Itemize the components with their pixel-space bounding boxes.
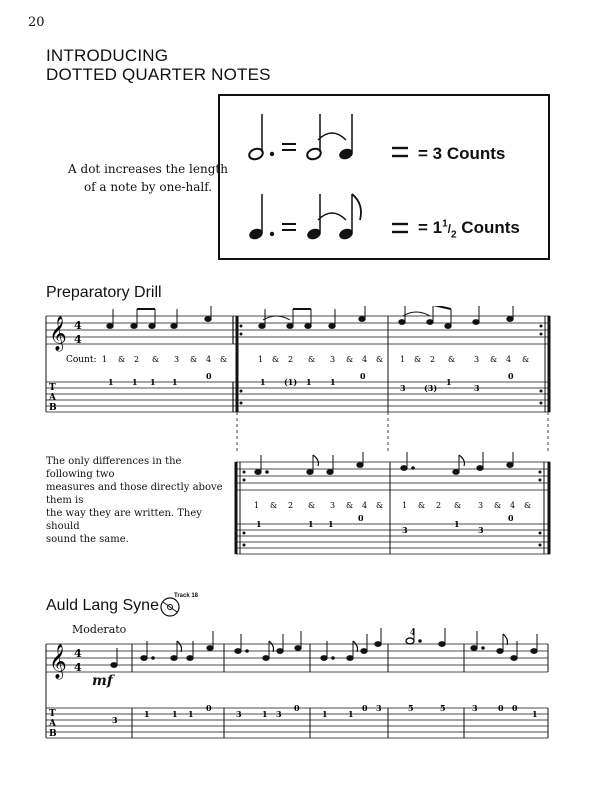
count-m1-1: & [118, 355, 126, 364]
count-m2-2: 2 [288, 355, 294, 364]
count-m3-1: & [414, 355, 422, 364]
measure-2-notes [259, 306, 365, 328]
song-tab-m2-3: 0 [294, 703, 300, 713]
count-m1-5: & [190, 355, 198, 364]
treble-clef-icon-3: 𝄞 [49, 644, 67, 679]
count-m1-4: 3 [174, 355, 180, 364]
equals-sign-3 [282, 224, 296, 230]
count2-m2-0: 1 [402, 501, 408, 510]
tab-m1-4: 0 [206, 371, 212, 381]
count-m3-5: & [490, 355, 498, 364]
tab-clef-t-3: T [49, 709, 56, 719]
count-m3-3: & [448, 355, 456, 364]
count2-m2-7: & [524, 501, 532, 510]
time-sig-top: 4 [74, 319, 82, 332]
preparatory-drill-heading: Preparatory Drill [46, 284, 162, 301]
tab2-m2-1: 1 [454, 519, 460, 529]
dotted-note-equation-box [218, 94, 550, 260]
dot-rule-line-1: A dot increases the length [68, 162, 228, 176]
count2-m1-2: 2 [288, 501, 294, 510]
count-m2-4: 3 [330, 355, 336, 364]
page-title [46, 46, 271, 84]
count-m3-6: 4 [506, 355, 512, 364]
rewritten-count-row-1 [254, 501, 383, 510]
rewritten-tab-measure-1 [256, 513, 364, 529]
tab-measure-2 [260, 371, 366, 387]
song-tab-m1-1: 1 [172, 709, 178, 719]
track-label: Track 18 [174, 593, 199, 599]
fraction-numerator: 1 [442, 218, 448, 230]
count-m1-6: 4 [206, 355, 212, 364]
tab-m3-4: 0 [508, 371, 514, 381]
count2-m2-5: & [494, 501, 502, 510]
tab2-m1-0: 1 [256, 519, 262, 529]
rewritten-measure-1-notes [255, 452, 363, 474]
song-tab-m5-3: 1 [532, 709, 538, 719]
count2-m1-0: 1 [254, 501, 260, 510]
tempo-marking: Moderato [72, 623, 127, 636]
staff-lines-2 [236, 462, 550, 490]
count2-m1-5: & [346, 501, 354, 510]
count2-m1-1: & [270, 501, 278, 510]
tab-m2-4: 0 [360, 371, 366, 381]
count-m2-1: & [272, 355, 280, 364]
song-tab-m1-3: 0 [206, 703, 212, 713]
tab2-m1-1: 1 [308, 519, 314, 529]
tab-clef-a: A [49, 393, 56, 403]
count-m2-5: & [346, 355, 354, 364]
tab-lines-2 [236, 524, 550, 554]
rewritten-measure-2-notes [401, 452, 513, 474]
measure-3-notes [399, 306, 513, 328]
dotted-half-note-symbol [248, 114, 274, 161]
tab-m3-2: 1 [446, 377, 452, 387]
count-m2-7: & [376, 355, 384, 364]
fraction-denominator: 2 [451, 229, 457, 241]
tab-m2-2: 1 [306, 377, 312, 387]
song-tab-m5-2: 0 [512, 703, 518, 713]
song-tab-m1-0: 1 [144, 709, 150, 719]
difference-note-line-1: The only differences in the following two [46, 456, 182, 480]
song-tab-m5-1: 0 [498, 703, 504, 713]
count2-m2-3: & [454, 501, 462, 510]
tab2-m2-2: 3 [478, 525, 484, 535]
treble-clef-icon: 𝄞 [49, 316, 67, 351]
tab-m3-0: 3 [400, 383, 406, 393]
tab2-m1-2: 1 [328, 519, 334, 529]
count2-m2-4: 3 [478, 501, 484, 510]
song-tab-m2-0: 3 [236, 709, 242, 719]
count-row-measure-3 [400, 355, 529, 364]
three-counts-label [418, 144, 505, 164]
dynamic-marking: mf [92, 673, 113, 689]
tab-clef-b: B [49, 403, 57, 413]
count-m2-6: 4 [362, 355, 368, 364]
count2-m1-4: 3 [330, 501, 336, 510]
tab-measure-1 [108, 371, 212, 387]
count-row-measure-1 [102, 355, 227, 364]
count-m2-0: 1 [258, 355, 264, 364]
count-row-measure-2 [258, 355, 383, 364]
time-sig-bottom-3: 4 [74, 661, 82, 674]
count-m2-3: & [308, 355, 316, 364]
count-m1-2: 2 [134, 355, 140, 364]
measure-1-notes [107, 306, 211, 328]
tab-m1-0: 1 [108, 377, 114, 387]
song-tab-m5-0: 3 [472, 703, 478, 713]
count2-m2-6: 4 [510, 501, 516, 510]
tab2-m2-3: 0 [508, 513, 514, 523]
time-sig-bottom: 4 [74, 333, 82, 346]
count2-m1-7: & [376, 501, 384, 510]
page-number: 20 [28, 15, 45, 30]
song-tab-m3-2: 0 [362, 703, 368, 713]
count2-m1-6: 4 [362, 501, 368, 510]
difference-note-line-2: measures and those directly above them is [46, 482, 223, 506]
tab-clef-t: T [49, 383, 56, 393]
count-m1-3: & [152, 355, 160, 364]
count-m3-0: 1 [400, 355, 406, 364]
count-m1-0: 1 [102, 355, 108, 364]
tab-m1-1: 1 [132, 377, 138, 387]
song-tab-m2-2: 3 [276, 709, 282, 719]
dot-rule-line-2: of a note by one-half. [83, 180, 213, 194]
page-title-line-1: INTRODUCING [46, 46, 169, 65]
difference-note-line-3: the way they are written. They should [46, 508, 202, 532]
tab2-m1-3: 0 [358, 513, 364, 523]
count2-m1-3: & [308, 501, 316, 510]
equals-sign-4 [392, 224, 408, 232]
one-half-prefix: = 1 [418, 218, 443, 237]
half-tied-quarter-symbol [306, 114, 355, 161]
count-m3-4: 3 [474, 355, 480, 364]
preparatory-drill-system [40, 306, 560, 416]
tab-m2-3: 1 [330, 377, 336, 387]
page-title-line-2: DOTTED QUARTER NOTES [46, 65, 271, 84]
count2-m2-2: 2 [436, 501, 442, 510]
time-sig-top-3: 4 [74, 647, 82, 660]
song-tab-m3-3: 3 [376, 703, 382, 713]
dotted-quarter-note-symbol [248, 194, 274, 241]
count2-m2-1: & [418, 501, 426, 510]
counts-suffix: Counts [456, 218, 520, 237]
equals-sign-1 [282, 144, 296, 150]
tab-clef-a-3: A [49, 719, 56, 729]
tab-m3-1: (3) [424, 383, 438, 393]
difference-note [46, 455, 231, 546]
fingering-number: 4 [410, 628, 416, 637]
quarter-tied-eighth-symbol [306, 194, 361, 241]
rewritten-drill-system [232, 452, 554, 562]
tab-m1-3: 1 [172, 377, 178, 387]
song-tab-m4-0: 5 [408, 703, 414, 713]
one-and-half-counts-label: = $1^1/_2$ Counts [418, 218, 520, 241]
auld-lang-syne-heading: Auld Lang Syne [46, 597, 159, 614]
count-label: Count: [66, 355, 97, 365]
rewritten-count-row-2 [402, 501, 531, 510]
three-counts-text: = 3 Counts [418, 144, 506, 163]
equals-sign-2 [392, 148, 408, 156]
song-tab-m3-1: 1 [348, 709, 354, 719]
tab-m2-0: 1 [260, 377, 266, 387]
count-m1-7: & [220, 355, 228, 364]
melody-notes [111, 628, 537, 667]
difference-note-line-4: sound the same. [46, 534, 129, 545]
tab-m3-3: 3 [474, 383, 480, 393]
tab-clef-b-3: B [49, 729, 57, 739]
alignment-guides [232, 412, 552, 452]
count-m3-2: 2 [430, 355, 436, 364]
repeat-dots [240, 325, 543, 405]
song-tab-m4-1: 5 [440, 703, 446, 713]
song-tab-m2-1: 1 [262, 709, 268, 719]
tab-m2-1: (1) [284, 377, 298, 387]
auld-lang-syne-system [40, 628, 552, 748]
tab-m1-2: 1 [150, 377, 156, 387]
count-m3-7: & [522, 355, 530, 364]
tab2-m2-0: 3 [402, 525, 408, 535]
song-tab-pickup-0: 3 [112, 715, 118, 725]
song-tab-m3-0: 1 [322, 709, 328, 719]
song-tab-m1-2: 1 [188, 709, 194, 719]
